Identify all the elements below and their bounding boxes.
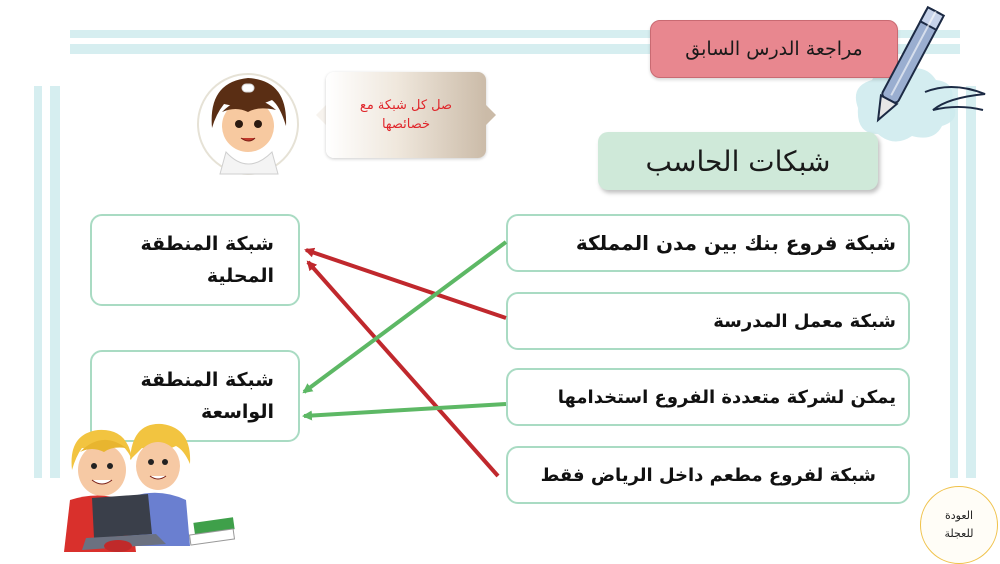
instruction-text: صل كل شبكة مع خصائصها [359,97,453,132]
network-type-label: شبكة المنطقة الواسعة [140,368,274,423]
example-label: شبكة معمل المدرسة [713,310,896,332]
review-title: مراجعة الدرس السابق [650,20,898,78]
lesson-heading: شبكات الحاسب [598,132,878,190]
example-label: يمكن لشركة متعددة الفروع استخدامها [557,386,896,408]
back-to-wheel-button[interactable] [920,486,998,564]
back-to-wheel-label: العودة للعجلة [944,509,974,540]
example-label: شبكة فروع بنك بين مدن المملكة [575,231,896,255]
network-type-label: شبكة المنطقة المحلية [140,232,274,287]
example-label: شبكة لفروع مطعم داخل الرياض فقط [540,464,876,486]
